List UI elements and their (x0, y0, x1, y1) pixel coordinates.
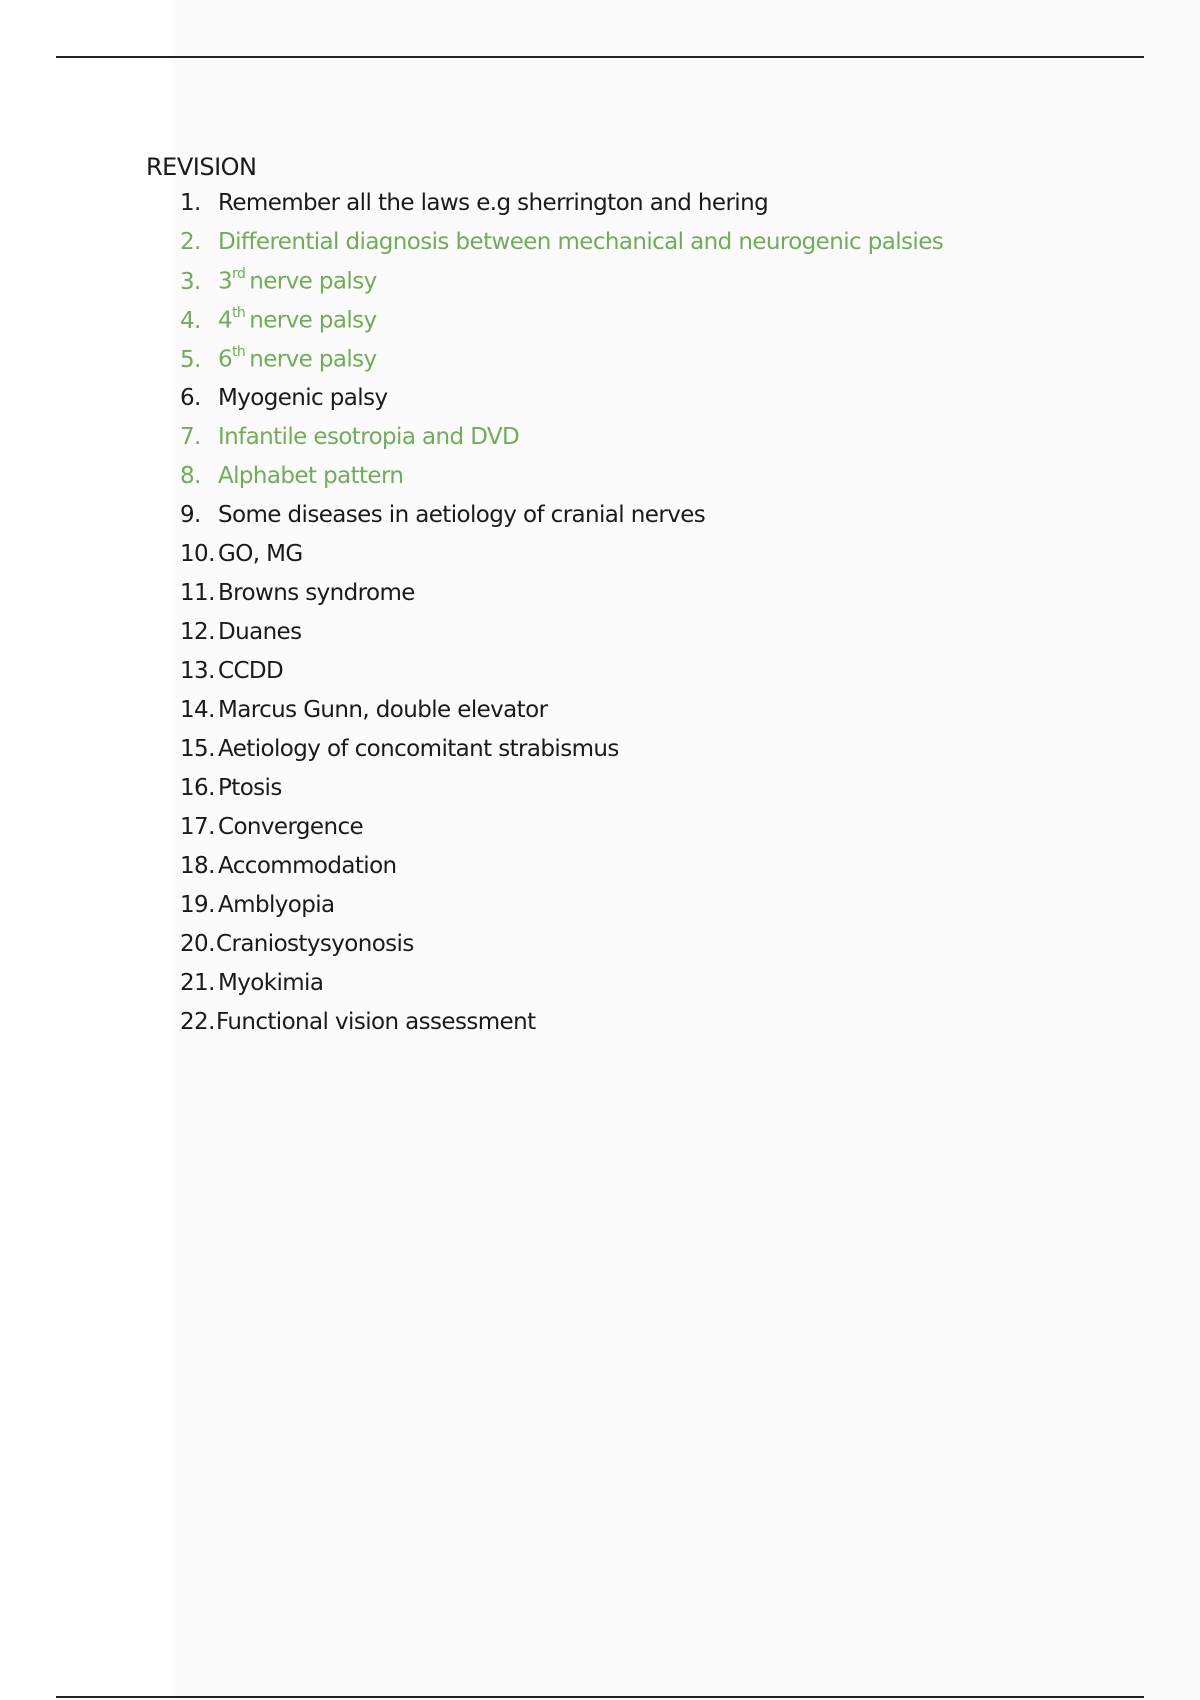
item-text: CCDD (218, 658, 284, 684)
item-text: Alphabet pattern (218, 463, 404, 489)
item-text: Differential diagnosis between mechanical and neurogenic palsies (218, 229, 944, 255)
item-number: 3. (180, 268, 201, 295)
list-item (180, 853, 1146, 892)
item-number: 19. (180, 892, 215, 918)
list-item (180, 619, 1146, 658)
item-label: nerve palsy (249, 346, 377, 373)
list-item (180, 424, 1146, 463)
item-text: Aetiology of concomitant strabismus (218, 736, 619, 762)
item-ordinal: 6 (218, 346, 233, 373)
item-number: 1. (180, 190, 201, 216)
item-text: GO, MG (218, 541, 303, 567)
item-text: Convergence (218, 814, 364, 840)
list-item (180, 541, 1146, 580)
list-item (180, 229, 1146, 268)
revision-list (146, 190, 1146, 1048)
item-number: 9. (180, 502, 201, 528)
item-text: Ptosis (218, 775, 282, 801)
item-text: Browns syndrome (218, 580, 415, 606)
item-number: 14. (180, 697, 215, 723)
item-number: 22. (180, 1009, 215, 1035)
item-number: 12. (180, 619, 215, 645)
document-body (146, 150, 1146, 1048)
item-text: Some diseases in aetiology of cranial nerves (218, 502, 706, 528)
item-text: Marcus Gunn, double elevator (218, 697, 548, 723)
list-item (180, 1009, 1146, 1048)
list-item (180, 268, 1146, 307)
item-number: 15. (180, 736, 215, 762)
list-item (180, 775, 1146, 814)
item-text: Myokimia (218, 970, 324, 996)
item-label: nerve palsy (249, 268, 377, 295)
top-rule (56, 56, 1144, 58)
bottom-rule (56, 1696, 1144, 1698)
item-number: 6. (180, 385, 201, 411)
item-number: 21. (180, 970, 215, 996)
item-number: 20. (180, 931, 215, 957)
list-item (180, 346, 1146, 385)
item-number: 11. (180, 580, 215, 606)
list-item (180, 931, 1146, 970)
item-ordinal-suffix: th (232, 344, 246, 360)
item-number: 17. (180, 814, 215, 840)
item-number: 16. (180, 775, 215, 801)
list-item (180, 190, 1146, 229)
list-item (180, 502, 1146, 541)
item-text (218, 268, 377, 295)
list-item (180, 463, 1146, 502)
page-title: REVISION (146, 153, 257, 181)
list-item (180, 736, 1146, 775)
item-text: Functional vision assessment (216, 1009, 536, 1035)
item-text: Remember all the laws e.g sherrington and hering (218, 190, 769, 216)
item-text: Accommodation (218, 853, 397, 879)
item-number: 13. (180, 658, 215, 684)
list-item (180, 814, 1146, 853)
item-number: 7. (180, 424, 201, 450)
item-ordinal-suffix: rd (232, 266, 246, 282)
item-text: Duanes (218, 619, 302, 645)
item-text (218, 307, 377, 334)
item-label: nerve palsy (249, 307, 377, 334)
item-ordinal: 3 (218, 268, 233, 295)
list-item (180, 658, 1146, 697)
item-ordinal-suffix: th (232, 305, 246, 321)
item-text (218, 346, 377, 373)
item-number: 18. (180, 853, 215, 879)
item-text: Amblyopia (218, 892, 335, 918)
item-number: 10. (180, 541, 215, 567)
item-text: Myogenic palsy (218, 385, 388, 411)
item-number: 5. (180, 346, 201, 373)
list-item (180, 385, 1146, 424)
item-number: 2. (180, 229, 201, 255)
list-item (180, 970, 1146, 1009)
list-item (180, 580, 1146, 619)
list-item (180, 892, 1146, 931)
item-ordinal: 4 (218, 307, 233, 334)
item-text: Craniostysyonosis (216, 931, 414, 957)
item-text: Infantile esotropia and DVD (218, 424, 520, 450)
list-item (180, 697, 1146, 736)
item-number: 8. (180, 463, 201, 489)
item-number: 4. (180, 307, 201, 334)
list-item (180, 307, 1146, 346)
